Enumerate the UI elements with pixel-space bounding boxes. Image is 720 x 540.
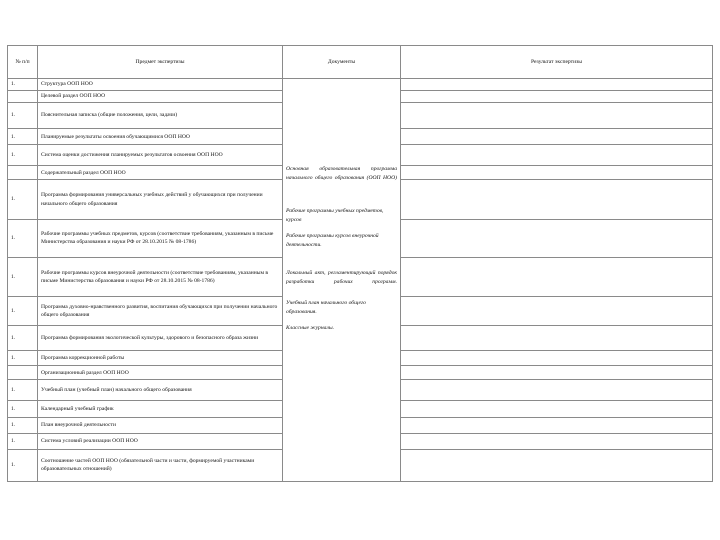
document-item: Рабочие программы учебных предметов, курсов [286,208,384,223]
row-subject: Структура ООП НОО [38,79,283,91]
row-subject: Планируемые результаты освоения обучающимися ООП НОО [38,129,283,145]
result-cell [401,326,713,351]
result-cell [401,366,713,380]
result-cell [401,180,713,219]
result-cell [401,79,713,91]
result-cell [401,257,713,296]
row-number [8,91,38,103]
expertise-table-body [8,46,713,482]
document-item: Рабочие программы курсов внеурочной деятельности. [286,233,379,248]
row-number: 1. [8,449,38,481]
row-subject: Рабочие программы курсов внеурочной деятельности (соответствие требованиям, указанным в письме Министерства образования и науки РФ от 28.10.2015 № 08-1786) [38,257,283,296]
expertise-table [7,45,713,482]
row-number: 1. [8,326,38,351]
row-number: 1. [8,129,38,145]
row-number: 1. [8,79,38,91]
row-number: 1. [8,145,38,166]
row-subject: Пояснительная записка (общие положения, цели, задачи) [38,103,283,129]
row-number: 1. [8,417,38,433]
result-cell [401,145,713,166]
row-subject: Программа духовно-нравственного развития, воспитания обучающихся при получении начального общего образования [38,297,283,326]
result-cell [401,351,713,366]
row-subject: Организационный раздел ООП НОО [38,366,283,380]
row-subject: Программа формирования универсальных учебных действий у обучающихся при получении начального общего образования [38,180,283,219]
header-results: Результат экспертизы [401,46,713,79]
row-number [8,166,38,180]
header-documents: Документы [283,46,401,79]
document-item: Учебный план начального общего образования. [286,300,366,315]
row-subject: Содержательный раздел ООП НОО [38,166,283,180]
table-header-row [8,46,713,79]
row-subject: Соотношение частей ООП НОО (обязательной части и части, формируемой участниками образовательных отношений) [38,449,283,481]
row-subject: Рабочие программы учебных предметов, курсов (соответствие требованиям, указанным в письме Министерства образования и науки РФ от 28.10.2015 № 08-1786) [38,219,283,257]
header-subject: Предмет экспертизы [38,46,283,79]
result-cell [401,297,713,326]
row-subject: Учебный план (учебный план) начального общего образования [38,380,283,401]
row-subject: Система условий реализации ООП НОО [38,433,283,449]
result-cell [401,129,713,145]
row-number: 1. [8,257,38,296]
row-subject: Календарный учебный график [38,401,283,417]
row-subject: Программа коррекционной работы [38,351,283,366]
result-cell [401,91,713,103]
result-cell [401,219,713,257]
row-subject: Система оценки достижения планируемых результатов освоения ООП НОО [38,145,283,166]
documents-list [286,80,397,480]
result-cell [401,433,713,449]
result-cell [401,166,713,180]
row-number: 1. [8,103,38,129]
result-cell [401,417,713,433]
row-subject: Целевой раздел ООП НОО [38,91,283,103]
document-item: Основная образовательная программа начального общего образования (ООП НОО) [286,166,397,181]
result-cell [401,380,713,401]
result-cell [401,401,713,417]
document-item: Локальный акт, регламентирующий порядок разработки рабочих программ. [286,270,397,285]
row-number: 1. [8,180,38,219]
result-cell [401,103,713,129]
row-number: 1. [8,297,38,326]
result-cell [401,449,713,481]
header-num: № п/п [8,46,38,79]
row-number: 1. [8,219,38,257]
document-item: Классные журналы. [286,325,335,331]
row-number [8,366,38,380]
documents-cell [283,79,401,482]
table-row [8,79,713,91]
row-number: 1. [8,433,38,449]
row-number: 1. [8,401,38,417]
row-subject: План внеурочной деятельности [38,417,283,433]
row-number: 1. [8,380,38,401]
row-number: 1. [8,351,38,366]
row-subject: Программа формирования экологической культуры, здорового и безопасного образа жизни [38,326,283,351]
